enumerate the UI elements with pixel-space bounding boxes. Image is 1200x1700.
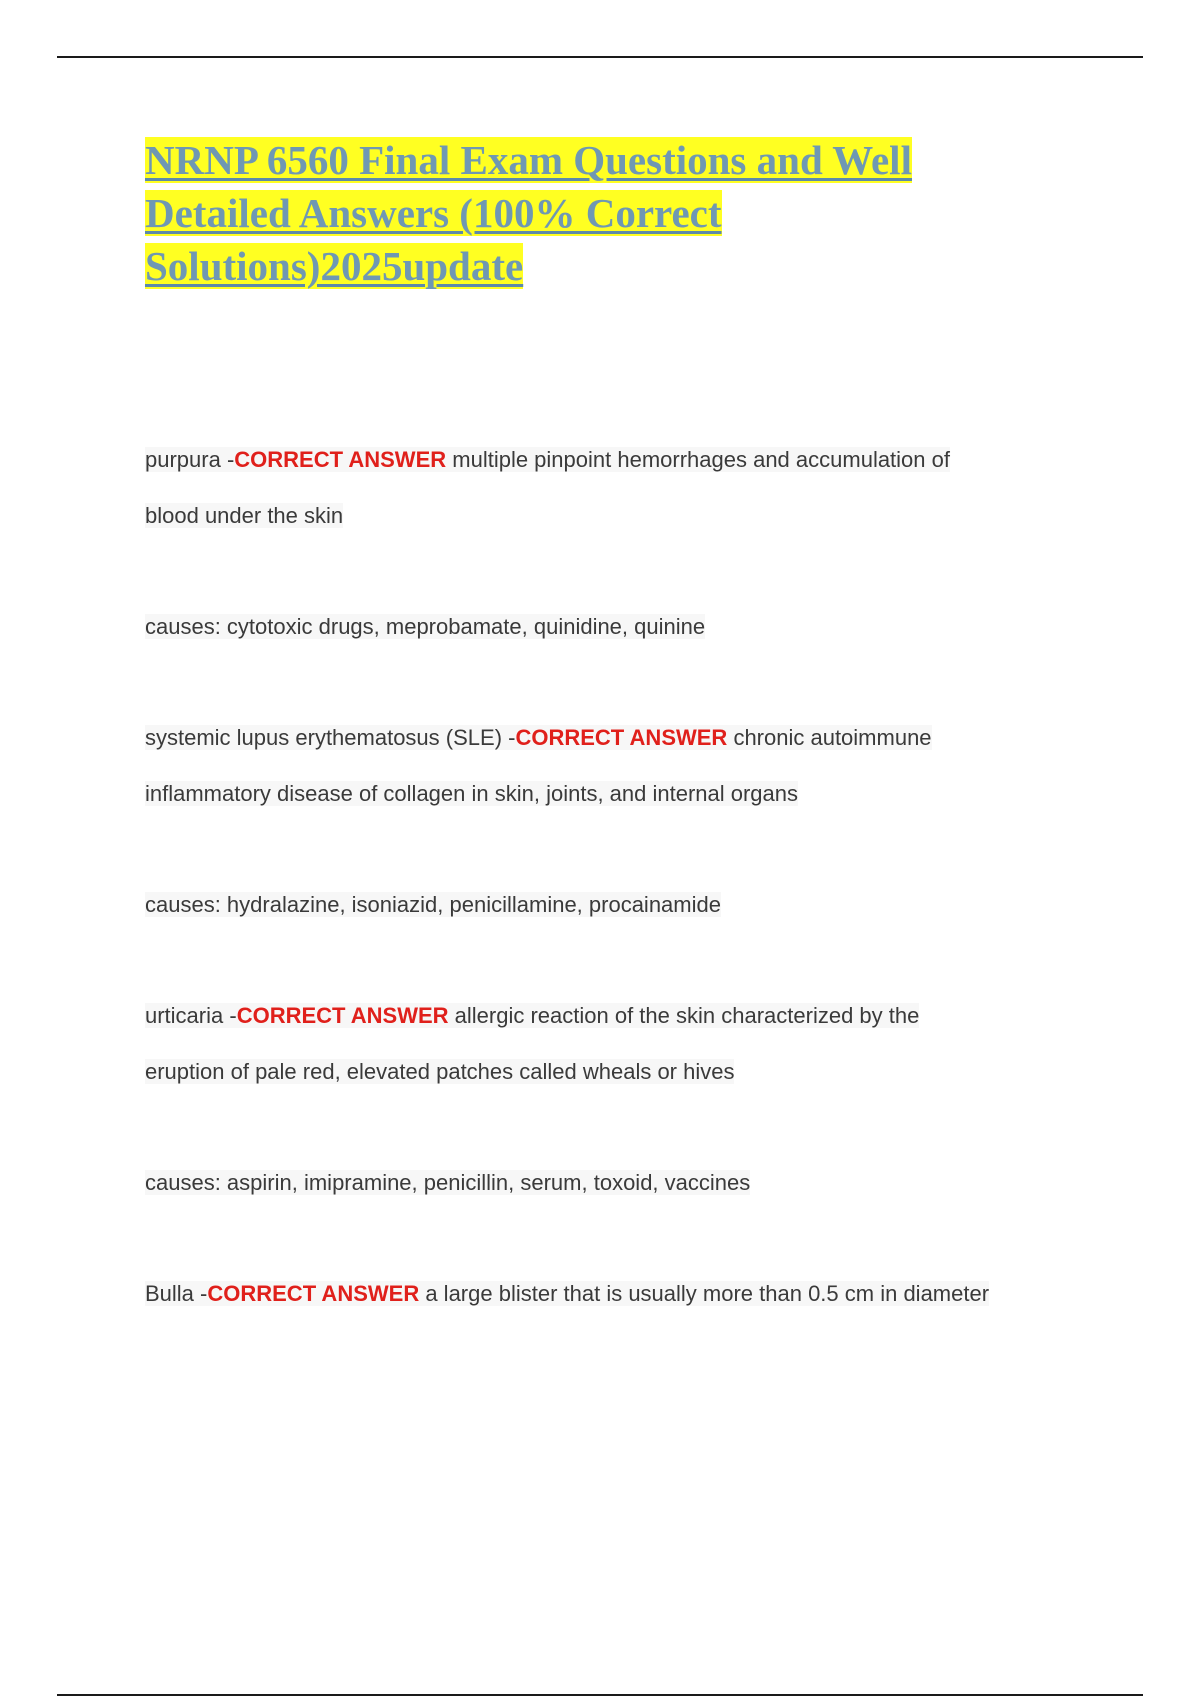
title-line: Solutions)2025update: [145, 243, 524, 289]
document-title: [145, 134, 1045, 293]
top-rule: [57, 56, 1143, 58]
definition-continuation: eruption of pale red, elevated patches called wheals or hives: [145, 1059, 735, 1084]
definition-entry-sle: [145, 710, 1105, 766]
term: systemic lupus erythematosus (SLE) -: [145, 725, 516, 750]
correct-answer-label: CORRECT ANSWER: [234, 447, 447, 472]
correct-answer-label: CORRECT ANSWER: [515, 725, 728, 750]
term: purpura -: [145, 447, 235, 472]
answer-text: chronic autoimmune: [727, 725, 932, 750]
answer-text: a large blister that is usually more than 0.5 cm in diameter: [419, 1281, 990, 1306]
title-line: Detailed Answers (100% Correct: [145, 190, 722, 236]
definition-entry-bulla: [145, 1266, 1105, 1322]
bottom-rule: [57, 1694, 1143, 1696]
correct-answer-label: CORRECT ANSWER: [236, 1003, 449, 1028]
definition-continuation: inflammatory disease of collagen in skin, joints, and internal organs: [145, 781, 799, 806]
causes-line: causes: cytotoxic drugs, meprobamate, quinidine, quinine: [145, 614, 706, 639]
definition-continuation: blood under the skin: [145, 503, 344, 528]
definition-entry-urticaria: [145, 988, 1105, 1044]
document-body: [145, 432, 1105, 1322]
causes-line: causes: hydralazine, isoniazid, penicillamine, procainamide: [145, 892, 721, 917]
definition-entry-purpura: [145, 432, 1105, 488]
correct-answer-label: CORRECT ANSWER: [207, 1281, 420, 1306]
causes-line: causes: aspirin, imipramine, penicillin, serum, toxoid, vaccines: [145, 1170, 751, 1195]
title-line: NRNP 6560 Final Exam Questions and Well: [145, 137, 912, 183]
answer-text: multiple pinpoint hemorrhages and accumulation of: [446, 447, 950, 472]
answer-text: allergic reaction of the skin characterized by the: [448, 1003, 920, 1028]
term: urticaria -: [145, 1003, 237, 1028]
term: Bulla -: [145, 1281, 208, 1306]
